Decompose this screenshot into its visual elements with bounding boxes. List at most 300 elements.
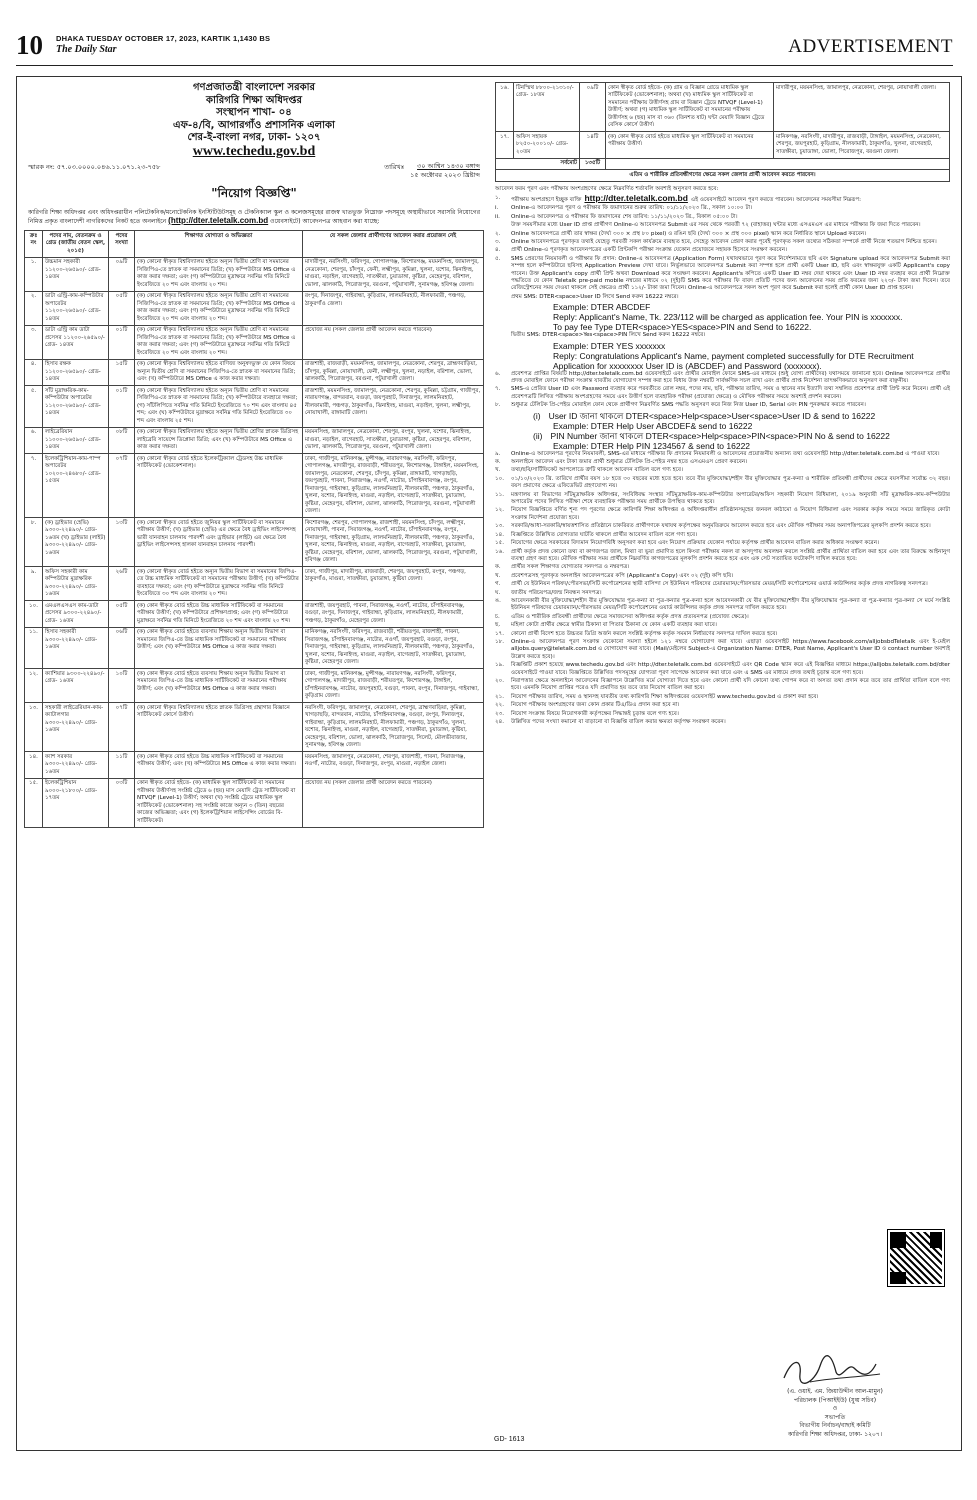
gov-line-3: সংস্থাপন শাখা- ০৪ [216, 107, 292, 118]
instruction-item [495, 239, 950, 246]
edition-line: DHAKA TUESDAY OCTOBER 17, 2023, KARTIK 1,1430 BS [56, 34, 271, 43]
post-name-cell: ইলেকট্রিশিয়ান ৯০০০-২১৮০০/- গ্রেড- ১৭তম [43, 778, 109, 827]
instruction-body: Online আবেদনপত্রে পূরণকৃত তথ্যই যেহেতু পরবর্তী সকল কার্যক্রমে ব্যবহৃত হবে, সেহেতু আবেদন প্রেরণ করার পূর্বেই পূরণকৃত সকল তথ্যের সঠিকতা সম্পর্কে প্রার্থী নিজে শতভাগ নিশ্চিত হবেন। [511, 238, 937, 245]
instruction-number: ৮. [495, 402, 501, 409]
table-row [25, 567, 484, 601]
qr-code[interactable] [888, 1230, 944, 1286]
qualification-cell: (ক) কোন স্বীকৃত বোর্ড হইতে ব্যবসায় শিক্ষায় অন্যূন দ্বিতীয় বিভাগ বা সমমানের জিপিএ-তে উচ্চ মাধ্যমিক সার্টিফিকেট বা সমমানের পরীক্ষায় উত্তীর্ণ; এবং (খ) কম্পিউটারে MS Office এ কাজ করার দক্ষতা। [135, 627, 303, 669]
post-name-cell: হিসাব রক্ষক ১১২০০-২৬৫৯০/- গ্রেড- ১৪তম [43, 359, 109, 386]
sms-example-line [495, 411, 950, 421]
excluded-districts-cell: মানিকগঞ্জ, নরসিংদী, মাদারীপুর, রাজবাড়ী, টাঙ্গাইল, ময়মনসিংহ, নেত্রকোনা, শেরপুর, জয়পুরহাট, কুড়িগ্রাম, নীলফামারী, ঠাকুরগাঁও, খুলনা, বাগেরহাট, সাতক্ষীরা, চুয়াডাঙ্গা, ভোলা, পিরোজপুর, বরগুনা জেলা। [774, 132, 950, 159]
excluded-districts-cell: রাজশাহী, ময়মনসিংহ, জামালপুর, নেত্রকোনা, শেরপুর, কুমিল্লা, চট্টগ্রাম, গাজীপুর, নারায়ণগঞ্জ, বান্দরবান, বগুড়া, জয়পুরহাট, দিনাজপুর, লালমনিরহাট, নীলফামারী, পঞ্চগড়, ঠাকুরগাঁও, ঝিনাইদহ, মাগুরা, নড়াইল, খুলনা, লক্ষ্মীপুর, নোয়াখালী, রাঙ্গামাটি জেলা। [303, 386, 484, 428]
excluded-districts-cell: প্রযোজ্য নয় (সকল জেলার প্রার্থী আবেদন করতে পারবেন) [303, 325, 484, 359]
instructions [495, 186, 950, 727]
instruction-body: প্রবেশপত্র প্রাপ্তির বিষয়টি http://dter.teletalk.com.bd ওয়েবসাইটে এবং প্রার্থীর মোবাইল ফোনে SMS-এর মাধ্যমে (শুধু যোগ্য প্রার্থীদের) যথাসময়ে জানানো হবে। Online আবেদনপত্রে প্রার্থীর প্রদত্ত মোবাইল ফোনে পরীক্ষা সংক্রান্ত যাবতীয় যোগাযোগ সম্পন্ন করা হবে বিধায় উক্ত নম্বরটি সার্বক্ষণিক সচল রাখা এবং প্রার্থীর প্রাপ্ত নির্দেশনা তাৎক্ষণিকভাবে অনুসরণ করা বাঞ্ছনীয়। [511, 370, 950, 384]
instruction-number: ১৫. [495, 540, 505, 547]
instruction-number: ছ. [495, 622, 501, 629]
instruction-body: শুধুমাত্র টেলিটক প্রি-পেইড মোবাইল ফোন থেকে প্রার্থীগণ নিম্নবর্ণিত SMS পদ্ধতি অনুসরণ করে নিজ নিজ User ID, Serial এবং PIN পুনরুদ্ধার করতে পারবেন। [511, 402, 866, 409]
post-name-cell: লাইব্রেরিয়ান ১১০০০-২৬৫৯০/- গ্রেড- ১৪তম [43, 427, 109, 454]
post-count-cell: ১৩টি [109, 518, 135, 567]
instruction-text [511, 467, 950, 474]
post-name-cell: ডাটা এন্ট্রি-কাম-কম্পিউটার অপারেটর ১১২০০-২৬৫৯০/- গ্রেড- ১৪তম [43, 291, 109, 325]
post-count-cell: ০৯টি [580, 83, 606, 132]
instruction-number: ক. [495, 459, 501, 466]
serial-cell: ১৫. [25, 778, 43, 827]
table-row [25, 257, 484, 291]
instruction-text [511, 598, 950, 613]
footnote-row [496, 170, 950, 182]
instruction-body: প্রার্থী যে ইউনিয়ন পরিষদ/পৌরসভা/সিটি কর্পোরেশনের স্থায়ী বাসিন্দা সে ইউনিয়ন পরিষদের চেয়ারম্যান/পৌরসভার মেয়র/সিটি কর্পোরেশনের ওয়ার্ড কাউন্সিলর কর্তৃক প্রদত্ত নাগরিকত্ব সনদপত্র। [511, 581, 928, 588]
instruction-item [495, 386, 950, 401]
post-name-cell: হিসাব সহকারী ৯৩০০-২২৪৯০/- গ্রেড- ১৬তম [43, 627, 109, 669]
instruction-body: Online-এ আবেদনপত্র পূরণ সংক্রান্ত যেকোনো সমস্যা হইলে ১২১ নম্বরে যোগাযোগ করা যাবে। এছাড়া ওয়েবসাইট https://www.facebook.com/alljobsbdTeletalk এবং ই-মেইল alljobs.query@teletalk.com.bd এ যোগাযোগ করা যাবে। (Mail/মেইলের Subject-এ Organization Name: DTER, Post Name, Applicant's User ID ও contact number অবশ্যই উল্লেখ করতে হবে)। [511, 638, 950, 660]
instruction-text [511, 192, 950, 204]
instruction-body: নিয়োগ পরীক্ষায় অংশগ্রহণের জন্য কোন প্রকার টিএ/ডিএ প্রদান করা হবে না। [511, 702, 680, 709]
post-name-cell: উচ্চমান সহকারী ১১২০০-২৬৫৯০/- গ্রেড- ১৪তম [43, 257, 109, 291]
excluded-districts-cell: ঢাকা, গাজীপুর, মাদারীপুর, রাজবাড়ী, শেরপুর, জয়পুরহাট, রংপুর, পঞ্চগড়, ঠাকুরগাঁও, মাগুরা, সাতক্ষীরা, চুয়াডাঙ্গা, কুষ্টিয়া জেলা। [303, 567, 484, 601]
post-count-cell: ০৫টি [109, 291, 135, 325]
instruction-number: ১৬. [495, 548, 505, 555]
post-count-cell: ০৮টি [109, 427, 135, 454]
instruction-body: তথ্য/ছবি/সার্টিফিকেট আপলোডে ত্রুটি থাকলে আবেদন বাতিল বলে গণ্য হবে। [511, 467, 683, 474]
instruction-body: দ্বিতীয় SMS: DTER<space>Yes<space>PIN লিখে Send করুন 16222 নম্বরে। [511, 332, 706, 339]
instruction-item [495, 192, 950, 204]
instruction-item [495, 492, 950, 507]
instruction-text [511, 622, 950, 629]
government-header [24, 82, 484, 158]
instruction-item [495, 214, 950, 221]
signatory-title-3: সভাপতি [824, 1413, 846, 1421]
memo-number: স্মারক নং: ৫৭.০৩.০০০০.০৪৬.১১.০৭১.২৩-৭৫৮ [28, 163, 161, 171]
intro-paragraph [24, 209, 484, 226]
qualification-cell: (ক) কোনো স্বীকৃত বিশ্ববিদ্যালয় হইতে অন্যূন দ্বিতীয় শ্রেণির স্নাতক ডিগ্রিসহ লাইব্রেরি সায়েন্সে ডিপ্লোমা ডিগ্রি; এবং (খ) কম্পিউটারে MS Office এ কাজ করার দক্ষতা। [135, 427, 303, 454]
instruction-item [495, 639, 950, 661]
post-name-cell: ক্যাশিয়ার ৯৩০০-২২৪৯০/- গ্রেড- ১৬তম [43, 669, 109, 703]
signature-icon [725, 1354, 945, 1388]
instruction-number: i. [495, 205, 499, 212]
excluded-districts-cell: নরসিংদী, ফরিদপুর, জামালপুর, নেত্রকোনা, শেরপুর, ব্রাহ্মণবাড়িয়া, কুমিল্লা, খাগড়াছড়ি, বান্দরবান, নাটোর, চাঁপাইনবাবগঞ্জ, বগুড়া, রংপুর, দিনাজপুর, গাইবান্ধা, কুড়িগ্রাম, লালমনিরহাট, নীলফামারী, পঞ্চগড়, ঠাকুরগাঁও, খুলনা, যশোর, ঝিনাইদহ, মাগুরা, নড়াইল, বাগেরহাট, সাতক্ষীরা, চুয়াডাঙ্গা, কুষ্টিয়া, মেহেরপুর, বরিশাল, ভোলা, ঝালকাঠি, পিরোজপুর, সিলেট, মৌলভীবাজার, সুনামগঞ্জ, হবিগঞ্জ জেলা। [303, 703, 484, 752]
instruction-text [511, 222, 950, 229]
instruction-item [495, 507, 950, 522]
instruction-text [511, 492, 950, 507]
instruction-body: Online আবেদনপত্রে প্রার্থী তার স্বাক্ষর (দৈর্ঘ্য ৩০০ × প্রস্থ ৮০ pixel) ও রঙিন ছবি (দৈর্ঘ্য ৩০০ × প্রস্থ ৩০০ pixel) স্ক্যান করে নির্ধারিত স্থানে Upload করবেন। [511, 230, 867, 237]
intro-link[interactable]: (http://dter.teletalk.com.bd [168, 216, 269, 225]
header-qualification: শিক্ষাগত যোগ্যতা ও অভিজ্ঞতা [135, 231, 303, 258]
instruction-body: পরীক্ষায় অংশগ্রহণে ইচ্ছুক ব্যক্তি [511, 196, 582, 203]
instruction-body: উল্লিখিত পদের সংখ্যা কমানো বা বাড়ানো বা বিজ্ঞপ্তি বাতিল করার ক্ষমতা কর্তৃপক্ষ সংরক্ষণ করেন। [511, 719, 726, 726]
instruction-text [511, 402, 950, 409]
date-bangla: ৩০ আশ্বিন ১৪৩০ বঙ্গাব্দ [417, 162, 480, 170]
instruction-body: মহিলা কোটা প্রার্থীর ক্ষেত্রে স্বামীর ঠিকানা বা পিতার ঠিকানা যে কোন একটি ব্যবহার করা যাবে। [511, 622, 717, 629]
instruction-text [511, 694, 950, 701]
instruction-item [495, 459, 950, 466]
excluded-districts-cell: ঢাকা, গাজীপুর, মানিকগঞ্জ, মুন্সীগঞ্জ, নারায়ণগঞ্জ, নরসিংদী, ফরিদপুর, গোপালগঞ্জ, মাদারীপুর, রাজবাড়ী, শরীয়তপুর, কিশোরগঞ্জ, টাঙ্গাইল, চাঁপাইনবাবগঞ্জ, নাটোর, জয়পুরহাট, বগুড়া, পাবনা, রংপুর, দিনাজপুর, গাইবান্ধা, কুড়িগ্রাম জেলা। [303, 669, 484, 703]
instruction-number: ২৪. [495, 719, 505, 726]
instruction-item [495, 256, 950, 293]
instruction-item [495, 614, 950, 621]
signatory-title-4: বিভাগীয় নির্বাচন/বাছাই কমিটি [799, 1422, 871, 1429]
signatory-name: (এ. ওয়াই. এম. জিয়াউদ্দীন আল-মামুন) [787, 1388, 883, 1395]
qualification-cell: (ক) কোনো স্বীকৃত বিশ্ববিদ্যালয় হইতে অন্যূন দ্বিতীয় শ্রেণি বা সমমানের সিজিপিএ-তে স্নাতক বা সমমানের ডিগ্রি; (খ) কম্পিউটারে MS Office এ কাজ করার দক্ষতা; এবং (গ) কম্পিউটারে মুদ্রাক্ষরে সর্বনিম্ন গতি মিনিটে ইংরেজিতে ২০ শব্দ এবং বাংলায় ২০ শব্দ। [135, 257, 303, 291]
instruction-body: প্রার্থী কর্তৃক প্রদত্ত কোনো তথ্য বা কাগজপত্র জাল, মিথ্যা বা ভুয়া প্রমাণিত হলে কিংবা পরীক্ষায় নকল বা অসদুপায় অবলম্বন করলে সংশ্লিষ্ট প্রার্থীর প্রার্থিতা বাতিল করা হবে এবং তার বিরুদ্ধে আইনানুগ ব্যবস্থা গ্রহণ করা হবে। মৌখিক পরীক্ষার সময় প্রার্থীকে নিম্নবর্ণিত কাগজপত্রের মূলকপি প্রদর্শন করতে হবে এবং এক সেট সত্যায়িত ফটোকপি দাখিল করতে হবে: [511, 548, 950, 562]
instruction-body: আবেদনকারী বীর মুক্তিযোদ্ধা/শহীদ বীর মুক্তিযোদ্ধার পুত্র-কন্যা বা পুত্র-কন্যার পুত্র-কন্যা হলে আবেদনকারী যে বীর মুক্তিযোদ্ধা/শহীদ বীর মুক্তিযোদ্ধার পুত্র-কন্যা বা পুত্র-কন্যার পুত্র-কন্যা সে মর্মে সংশ্লিষ্ট ইউনিয়ন পরিষদের চেয়ারম্যান/পৌরসভার মেয়র/সিটি কর্পোরেশনের ওয়ার্ড কাউন্সিলর কর্তৃক প্রদত্ত সনদপত্র দাখিল করতে হবে। [511, 597, 950, 612]
right-column [495, 82, 950, 1442]
instruction-number: ৫. [495, 255, 501, 262]
excluded-districts-cell: মাদারীপুর, ময়মনসিংহ, জামালপুর, নেত্রকোনা, শেরপুর, নোয়াখালী জেলা। [774, 83, 950, 132]
instruction-text: To pay fee Type DTER<space>YES<space>PIN and Send to 16222. [553, 322, 812, 333]
qualification-cell: (ক) কোনো স্বীকৃত বিশ্ববিদ্যালয় হইতে অন্যূন দ্বিতীয় শ্রেণি বা সমমানের সিজিপিএ-তে স্নাতক বা সমমানের ডিগ্রি; (খ) কম্পিউটারে MS Office এ কাজ করার দক্ষতা; এবং (গ) কম্পিউটারে মুদ্রাক্ষরে সর্বনিম্ন গতি মিনিটে ইংরেজিতে ২০ শব্দ এবং বাংলায় ২০ শব্দ। [135, 325, 303, 359]
instruction-text [511, 581, 950, 588]
instruction-text [511, 719, 950, 726]
instruction-text [511, 256, 950, 293]
serial-cell: ১০. [25, 601, 43, 628]
serial-cell: ৬. [25, 427, 43, 454]
instruction-body: SMS-এ প্রেরিত User ID এবং Password ব্যবহার করে পরবর্তীতে রোল নম্বর, পদের নাম, ছবি, পরীক্ষার তারিখ, সময় ও স্থানের নাম ইত্যাদি তথ্য সম্বলিত প্রবেশপত্র প্রার্থী প্রিন্ট করে নিবেন। প্রার্থী এই প্রবেশপত্রটি লিখিত পরীক্ষায় অংশগ্রহণের সময়ে এবং উত্তীর্ণ হলে ব্যবহারিক পরীক্ষা (প্রযোজ্য ক্ষেত্রে) ও মৌখিক পরীক্ষার সময়ে অবশ্যই প্রদর্শন করবেন। [511, 386, 950, 400]
table-row [25, 669, 484, 703]
instruction-number: ঙ. [495, 597, 501, 604]
table-row [25, 291, 484, 325]
serial-cell: ১৪. [25, 752, 43, 779]
table-row [496, 132, 950, 159]
instruction-body: নিয়োগ পরীক্ষার তারিখ, সময় ও স্থানসহ যাবতীয় তথ্য কারিগরি শিক্ষা অধিদপ্তরের ওয়েবসাইট www.techedu.gov.bd এ প্রকাশ করা হবে। [511, 693, 819, 700]
qualification-cell: (ক) কোনো স্বীকৃত বিশ্ববিদ্যালয় হইতে অন্যূন দ্বিতীয় শ্রেণি বা সমমানের সিজিপিএ-তে স্নাতক বা সমমানের ডিগ্রি; (খ) কম্পিউটারে MS Office এ কাজ করার দক্ষতা; এবং (গ) কম্পিউটারে মুদ্রাক্ষরে সর্বনিম্ন গতি মিনিটে ইংরেজিতে ২০ শব্দ এবং বাংলায় ২০ শব্দ। [135, 291, 303, 325]
table-row [25, 427, 484, 454]
instruction-text [511, 590, 950, 597]
qualification-cell: (ক) কোনো স্বীকৃত বিশ্ববিদ্যালয় হইতে বাণিজ্য অনুষদভুক্ত যে কোন বিষয়ে অন্যূন দ্বিতীয় শ্রেণি বা সমমানের সিজিপিএ-তে স্নাতক বা সমমানের ডিগ্রি; এবং (খ) কম্পিউটারে MS Office এ কাজ করার দক্ষতা। [135, 359, 303, 386]
instruction-number: ১. [495, 194, 501, 201]
instruction-text [511, 702, 950, 709]
instruction-text: PIN Number জানা থাকলে DTER<space>Help<space>PIN<space>PIN No & send to 16222 [550, 430, 890, 441]
left-column [24, 82, 484, 1442]
signatory-title-1: পরিচালক (পিআইইউ) (যুগ্ম সচিব) [793, 1396, 877, 1404]
serial-cell: ১৭. [496, 132, 514, 159]
instruction-item [495, 247, 950, 254]
notice-title: "নিয়োগ বিজ্ঞপ্তি" [211, 186, 297, 200]
table-row [25, 518, 484, 567]
instruction-text [511, 540, 950, 547]
serial-cell: ১৩. [25, 703, 43, 752]
posts-table [24, 230, 484, 828]
sms-example-line [495, 341, 950, 351]
instruction-item [495, 711, 950, 718]
instruction-text [511, 214, 950, 221]
paper-name: The Daily Star [56, 44, 117, 55]
instruction-text: Example: DTER Help PIN 1234567 & send to 16222 [553, 440, 751, 451]
table-row [25, 752, 484, 779]
excluded-districts-cell: রাজশাহী, রাজবাড়ী, ময়মনসিংহ, জামালপুর, নেত্রকোনা, শেরপুর, ব্রাহ্মণবাড়িয়া, চাঁদপুর, কুমিল্লা, নোয়াখালী, ফেনী, লক্ষ্মীপুর, খুলনা, নড়াইল, বরিশাল, ভোলা, ঝালকাঠি, পিরোজপুর, বরগুনা, পটুয়াখালী জেলা। [303, 359, 484, 386]
instruction-body: অনলাইনে আবেদন এবং টাকা জমার প্রার্থী শুধুমাত্র টেলিটক প্রি-পেইড নম্বর হতে এসএমএস প্রেরণ করবেন। [511, 459, 748, 466]
serial-cell: ৯. [25, 567, 43, 601]
sms-example-line [495, 421, 950, 431]
instruction-item [495, 564, 950, 571]
serial-cell: ৫. [25, 386, 43, 428]
instruction-body: জাতীয় পরিচয়পত্র/জন্ম নিবন্ধন সনদপত্র। [511, 589, 602, 596]
instruction-text [511, 205, 950, 212]
instruction-body: SMS প্রেরণের নিয়মাবলী ও পরীক্ষার ফি প্রদান: Online-এ আবেদনপত্র (Application Form) যথাযথভাবে পূরণ করে নির্দেশনামতে ছবি এবং Signature upload করে আবেদনপত্র Submit করা সম্পন্ন হলে কম্পিউটারে ছবিসহ Application Preview দেখা যাবে। নির্ভুলভাবে আবেদনপত্র Submit করা সম্পন্ন হলে প্রার্থী একটি User ID, ছবি এবং স্বাক্ষরযুক্ত একটি Applicant's copy পাবেন। উক্ত Applicant's copy প্রার্থী প্রিন্ট অথবা Download করে সংরক্ষণ করবেন। Applicant's কপিতে একটি User ID নম্বর দেয়া থাকবে এবং User ID নম্বর ব্যবহার করে প্রার্থী নিম্নোক্ত পদ্ধতিতে যে কোন Teletalk pre-paid mobile নম্বরের মাধ্যমে ০২ (দুই)টি SMS করে পরীক্ষার ফি বাবদ প্রতিটি পদের জন্য আবেদনের সময় প্রতি ফরমের জন্য ২২৩/- টাকা জমা দিবেন। তবে রেজিস্ট্রেশনের সময় দেওয়া থাকলে সেই ক্ষেত্রেও প্রার্থী ১১২/- টাকা জমা দিবেন। Online-এ আবেদনপত্রে সকল অংশ পূরণ করে Submit করা হলেই প্রার্থী কোন User ID প্রাপ্ত হবেন। [511, 255, 950, 292]
signatory-title-5: কারিগরি শিক্ষা অধিদপ্তর, ঢাকা- ১২০৭। [788, 1430, 882, 1438]
qualification-cell: (ক) কোনো স্বীকৃত বোর্ড হইতে অন্যূন দ্বিতীয় বিভাগ বা সমমানের জিপিএ-তে উচ্চ মাধ্যমিক সার্টিফিকেট বা সমমানের পরীক্ষায় উত্তীর্ণ; (খ) কম্পিউটার ব্যবহারে দক্ষতা; এবং (গ) কম্পিউটারে মুদ্রাক্ষরে সর্বনিম্ন গতি মিনিটে ইংরেজিতে ৩০ শব্দ এবং বাংলায় ২০ শব্দ। [135, 567, 303, 601]
instruction-item [495, 590, 950, 597]
instruction-body: ০১/১০/২০২৩ খ্রি. তারিখে প্রার্থীর বয়স ১৮ হতে ৩০ বছরের মধ্যে হতে হবে। তবে বীর মুক্তিযোদ্ধা/শহীদ বীর মুক্তিযোদ্ধার পুত্র-কন্যা ও শারীরিক প্রতিবন্ধী প্রার্থীদের ক্ষেত্রে বয়সসীমা সর্বোচ্চ ৩২ বছর। বয়স প্রমাণের ক্ষেত্রে এফিডেভিট গ্রহণযোগ্য নয়। [511, 475, 950, 490]
total-row [496, 158, 950, 170]
instruction-number: ২৩. [495, 710, 505, 717]
header-serial: ক্রঃ নং [25, 231, 43, 258]
instruction-body: প্রার্থী Online-এ পূরণকৃত আবেদনপত্রের একটি প্রিন্টকপি পরীক্ষা সংক্রান্ত যেকোন প্রয়োজনে সহায়ক হিসেবে সংরক্ষণ করবেন। [511, 247, 788, 254]
date-label: তারিখঃ [384, 163, 405, 171]
instruction-item [495, 540, 950, 547]
instruction-body: প্রার্থীর সকল শিক্ষাগত যোগ্যতার সনদপত্র ও নম্বরপত্র। [511, 564, 630, 571]
table-row [25, 778, 484, 827]
instruction-number [495, 332, 511, 339]
instruction-link[interactable]: http://dter.teletalk.com.bd [584, 192, 688, 203]
qualification-cell: (ক) কোনো স্বীকৃত বোর্ড হইতে জুনিয়র স্কুল সার্টিফিকেট বা সমমানের পরীক্ষায় উত্তীর্ণ; (খ) ড্রাইভার (হেভি) এর ক্ষেত্রে বৈধ ড্রাইভিং লাইসেন্সসহ ভারী যানবাহন চালনায় পারদর্শী এবং ড্রাইভার (লাইট) এর ক্ষেত্রে বৈধ ড্রাইভিং লাইসেন্সসহ হালকা যানবাহন চালনায় পারদর্শী। [135, 518, 303, 567]
instruction-item [495, 205, 950, 212]
instruction-item [495, 476, 950, 491]
instruction-body: সরকারি/আধা-সরকারি/স্বায়ত্তশাসিত প্রতিষ্ঠানে চাকরিরত প্রার্থীগণকে যথাযথ কর্তৃপক্ষের অনুমতিক্রমে আবেদন করতে হবে এবং মৌখিক পরীক্ষার সময় অনাপত্তিপত্রের মূলকপি প্রদর্শন করতে হবে। [511, 523, 931, 530]
instruction-text [511, 371, 950, 386]
instruction-item [495, 678, 950, 693]
instruction-number: ১৭. [495, 630, 505, 637]
post-count-cell: ২৬টি [109, 567, 135, 601]
instruction-text [511, 549, 950, 564]
instruction-text [511, 294, 950, 301]
instruction-text [511, 231, 950, 238]
instruction-number: ৯. [495, 450, 501, 457]
instructions-lead: আবেদন ফরম পূরণ এবং পরীক্ষায় অংশগ্রহণের ক্ষেত্রে নিম্নবর্ণিত শর্তাবলি অবশ্যই অনুসরণ করতে হবে: [495, 185, 719, 192]
excluded-districts-cell: ঢাকা, গাজীপুর, মানিকগঞ্জ, মুন্সীগঞ্জ, নারায়ণগঞ্জ, নরসিংদী, ফরিদপুর, গোপালগঞ্জ, মাদারীপুর, রাজবাড়ী, শরীয়তপুর, কিশোরগঞ্জ, টাঙ্গাইল, ময়মনসিংহ, জামালপুর, নেত্রকোনা, শেরপুর, চাঁদপুর, কুমিল্লা, রাঙ্গামাটি, খাগড়াছড়ি, জয়পুরহাট, পাবনা, সিরাজগঞ্জ, নওগাঁ, নাটোর, চাঁপাইনবাবগঞ্জ, রংপুর, দিনাজপুর, গাইবান্ধা, কুড়িগ্রাম, লালমনিরহাট, নীলফামারী, পঞ্চগড়, ঠাকুরগাঁও, খুলনা, যশোর, ঝিনাইদহ, মাগুরা, নড়াইল, বাগেরহাট, সাতক্ষীরা, চুয়াডাঙ্গা, কুষ্টিয়া, মেহেরপুর, বরিশাল, ভোলা, ঝালকাঠি, পিরোজপুর, বরগুনা, পটুয়াখালী জেলা। [303, 454, 484, 518]
serial-cell: ১১. [25, 627, 43, 669]
instruction-number: চ. [495, 613, 500, 620]
sms-example-line [495, 431, 950, 441]
instruction-number: ঘ. [495, 589, 501, 596]
instruction-item [495, 402, 950, 409]
masthead [16, 30, 953, 66]
instruction-body: উক্ত সময়সীমার মধ্যে User ID প্রাপ্ত প্রার্থীগণ Online-এ আবেদনপত্র Submit এর সময় থেকে পরবর্তী ৭২ (বাহাত্তর) ঘন্টার মধ্যে এসএমএস এর মাধ্যমে পরীক্ষার ফি জমা দিতে পারবেন। [511, 222, 921, 229]
post-name-cell: অফিস সহায়ক ৮২৫০-২০০১০/- গ্রেড- ২০তম [514, 132, 580, 159]
instruction-item [495, 622, 950, 629]
qualification-cell: (ক) কোনো স্বীকৃত বোর্ড হইতে ইলেকট্রিক্যাল ট্রেডসহ উচ্চ মাধ্যমিক সার্টিফিকেট (ভোকেশনাল)। [135, 454, 303, 518]
ad-code: GD- 1613 [494, 1436, 525, 1443]
excluded-districts-cell: প্রযোজ্য নয় (সকল জেলার প্রার্থী আবেদন করতে পারবেন) [303, 778, 484, 827]
instruction-number: ১৯. [495, 662, 505, 669]
table-header-row [25, 231, 484, 258]
instruction-item [495, 332, 950, 339]
instruction-number: গ. [495, 581, 501, 588]
excluded-districts-cell: ময়মনসিংহ, জামালপুর, নেত্রকোনা, শেরপুর, রংপুর, খুলনা, যশোর, ঝিনাইদহ, মাগুরা, নড়াইল, বাগেরহাট, সাতক্ষীরা, চুয়াডাঙ্গা, কুষ্টিয়া, মেহেরপুর, বরিশাল, ভোলা, ঝালকাঠি, পিরোজপুর, বরগুনা, পটুয়াখালী জেলা। [303, 427, 484, 454]
excluded-districts-cell: মানিকগঞ্জ, নরসিংদী, ফরিদপুর, রাজবাড়ী, শরীয়তপুর, রাজশাহী, পাবনা, সিরাজগঞ্জ, চাঁপাইনবাবগঞ্জ, নাটোর, নওগাঁ, জয়পুরহাট, বগুড়া, রংপুর, দিনাজপুর, গাইবান্ধা, কুড়িগ্রাম, লালমনিরহাট, নীলফামারী, পঞ্চগড়, ঠাকুরগাঁও, খুলনা, যশোর, ঝিনাইদহ, মাগুরা, নড়াইল, বাগেরহাট, সাতক্ষীরা, চুয়াডাঙ্গা, কুষ্টিয়া, মেহেরপুর জেলা। [303, 627, 484, 669]
table-row [25, 703, 484, 752]
instruction-number: ২. [495, 230, 501, 237]
table-row [25, 627, 484, 669]
qualification-cell: (ক) কোন স্বীকৃত বোর্ড হইতে উচ্চ মাধ্যমিক সার্টিফিকেট বা সমমানের পরীক্ষায় উত্তীর্ণ; এবং (খ) কম্পিউটারে MS Office এ কাজ করার দক্ষতা। [135, 752, 303, 779]
instruction-number [495, 222, 511, 229]
table-row [25, 325, 484, 359]
instruction-item [495, 523, 950, 530]
post-name-cell: ইলেকট্রিশিয়ান-কাম-পাম্প অপারেটর ১০২০০-২৪৬৮০/- গ্রেড- ১৫তম [43, 454, 109, 518]
qualification-cell: (ক) কোনো স্বীকৃত বিশ্ববিদ্যালয় হইতে স্নাতক ডিগ্রিসহ গ্রন্থাগার বিজ্ঞানে সার্টিফিকেট কোর্সে উত্তীর্ণ। [135, 703, 303, 752]
sms-example-line [495, 302, 950, 312]
instruction-text [511, 476, 950, 491]
website-link[interactable]: www.techedu.gov.bd [192, 143, 316, 159]
instruction-text [511, 247, 950, 254]
instruction-body: Online-এ আবেদনপত্র পূরণের নিয়মাবলী, SMS-এর মাধ্যমে পরীক্ষার ফি প্রদানের নিয়মাবলী ও আবেদনের প্রয়োজনীয় অন্যান্য তথ্য ওয়েবসাইট http://dter.teletalk.com.bd এ পাওয়া যাবে। [511, 450, 940, 457]
header-post-name: পদের নাম, বেতনক্রম ও গ্রেড (জাতীয় বেতন স্কেল, ২০১৫) [43, 231, 109, 258]
table-row [25, 386, 484, 428]
instruction-text: User ID জানা থাকলে DTER<space>Help<space>User<space>User ID & send to 16222 [548, 410, 876, 421]
header-excluded-districts: যে সকল জেলার প্রার্থীগণের আবেদন করার প্রয়োজন নেই [303, 231, 484, 258]
instruction-number: ৪. [495, 247, 501, 254]
instruction-text [511, 711, 950, 718]
sms-example-line [495, 322, 950, 332]
instruction-body: প্রথম SMS: DTER<space>User ID লিখে Send করুন 16222 নম্বরে। [511, 293, 679, 300]
instruction-number: (ii) [533, 430, 543, 441]
instruction-item [495, 451, 950, 458]
instruction-item [495, 573, 950, 580]
post-count-cell: ১৪টি [580, 132, 606, 159]
instruction-item [495, 702, 950, 709]
page-number: 10 [16, 30, 43, 60]
intro-text: কারিগরি শিক্ষা অধিদপ্তর এবং অধিদপ্তরাধীন পলিটেকনিক/মনোটেকনিক ইনস্টিটিউটসমূহ ও টেকনিক্যাল স্কুল ও কলেজসমূহের রাজস্ব খাতভুক্ত নিম্নোক্ত পদসমূহে অস্থায়ীভাবে সরাসরি নিয়োগের নিমিত্ত প্রকৃত বাংলাদেশী নাগরিকদের নিকট হতে অনলাইনে [28, 209, 480, 225]
instruction-item [495, 294, 950, 301]
post-count-cell: ০৩টি [109, 778, 135, 827]
sms-example-line [495, 312, 950, 322]
instruction-item [495, 532, 950, 539]
instruction-number: ১১. [495, 491, 505, 498]
table-row [25, 454, 484, 518]
gov-line-2: কারিগরি শিক্ষা অধিদপ্তর [205, 94, 302, 106]
instruction-number: ১০. [495, 475, 505, 482]
table-row [25, 601, 484, 628]
instruction-number: খ. [495, 572, 501, 579]
instruction-number: ১৮. [495, 638, 505, 645]
instruction-body: প্রবেশপত্রসহ পূরণকৃত অনলাইন আবেদনপত্রের কপি (Applicant's Copy) এবং ০২ (দুই) কপি ছবি। [511, 572, 734, 579]
sms-example-line [495, 441, 950, 451]
instruction-item [495, 581, 950, 588]
instruction-item [495, 467, 950, 474]
instruction-body-tail: এই ওয়েবসাইটে আবেদন পূরণ করতে পারবেন। আবেদনের সময়সীমা নিম্নরূপ: [690, 196, 862, 203]
instruction-text [511, 239, 950, 246]
excluded-districts-cell: কিশোরগঞ্জ, শেরপুর, গোপালগঞ্জ, রাজশাহী, ময়মনসিংহ, চাঁদপুর, লক্ষ্মীপুর, নোয়াখালী, পাবনা, সিরাজগঞ্জ, নওগাঁ, নাটোর, চাঁপাইনবাবগঞ্জ, রংপুর, দিনাজপুর, গাইবান্ধা, কুড়িগ্রাম, লালমনিরহাট, নীলফামারী, পঞ্চগড়, ঠাকুরগাঁও, খুলনা, যশোর, ঝিনাইদহ, মাগুরা, নড়াইল, বাগেরহাট, সাতক্ষীরা, চুয়াডাঙ্গা, কুষ্টিয়া, মেহেরপুর, বরিশাল, ভোলা, ঝালকাঠি, পিরোজপুর, বরগুনা, পটুয়াখালী, হবিগঞ্জ জেলা। [303, 518, 484, 567]
post-name-cell: (ক) ড্রাইভার (হেভি) ৯৩০০-২২৪৯০/- গ্রেড- ১৬তম (খ) ড্রাইভার (লাইট) ৯৩০০-২২৪৯০/- গ্রেড- ১৬তম [43, 518, 109, 567]
total-value: ১৩৫টি [580, 158, 606, 170]
instruction-item [495, 662, 950, 677]
excluded-districts-cell: রংপুর, দিনাজপুর, গাইবান্ধা, কুড়িগ্রাম, লালমনিরহাট, নীলফামারী, পঞ্চগড়, ঠাকুরগাঁও জেলা। [303, 291, 484, 325]
instruction-item [495, 694, 950, 701]
instruction-text [511, 507, 950, 522]
instruction-item [495, 598, 950, 613]
instruction-body: Online-এ আবেদনপত্র পূরণ ও পরীক্ষার ফি জমাদানের শুরুর তারিখ: ০১/১১/২০২৩ খ্রি., সকাল ১০:০০ টা। [511, 205, 753, 212]
serial-cell: ২. [25, 291, 43, 325]
instruction-body: কোনো প্রার্থী বিদেশ হতে উচ্চতর ডিগ্রি অর্জন করলে সংশ্লিষ্ট কর্তৃপক্ষ কর্তৃক সমমান নির্ধারণের সনদপত্র দাখিল করতে হবে। [511, 630, 778, 637]
instruction-number [495, 294, 511, 301]
instruction-body: নিরাপত্তার ক্ষেত্রে অনলাইনে আবেদনের বিজ্ঞাপনে উল্লেখিত মর্মে যোগ্যতা দিতে হবে এবং কোনো প্রার্থী যদি কোনো তথ্য গোপন করে বা অসত্য তথ্য প্রদান করে তবে তার প্রার্থিতা বাতিল বলে গণ্য হবে। এমনকি নিয়োগ প্রাপ্তির পরেও যদি প্রমাণিত হয় তবে তার নিয়োগ বাতিল করা হবে। [511, 678, 950, 692]
post-count-cell: ০১টি [109, 386, 135, 428]
gov-line-1: গণপ্রজাতন্ত্রী বাংলাদেশ সরকার [193, 82, 315, 93]
qualification-cell: (ক) কোন স্বীকৃত বোর্ড হইতে উচ্চ মাধ্যমিক সার্টিফিকেট বা সমমানের পরীক্ষায় উত্তীর্ণ; (খ) কম্পিউটারে প্রশিক্ষণপ্রাপ্ত; এবং (গ) কম্পিউটারে মুদ্রাক্ষরে সর্বনিম্ন গতি মিনিটে ইংরেজিতে ২০ শব্দ এবং বাংলায় ২০ শব্দ। [135, 601, 303, 628]
instruction-number: ii. [495, 213, 500, 220]
excluded-districts-cell: ময়মনসিংহ, জামালপুর, নেত্রকোনা, শেরপুর, রাজশাহী, পাবনা, সিরাজগঞ্জ, নওগাঁ, নাটোর, বগুড়া, দিনাজপুর, রংপুর, মাগুরা, নড়াইল জেলা। [303, 752, 484, 779]
qualification-cell: (ক) কোন স্বীকৃত বোর্ড হইতে ব্যবসায় শিক্ষায় অন্যূন দ্বিতীয় বিভাগ বা সমমানের জিপিএ-তে উচ্চ মাধ্যমিক সার্টিফিকেট বা সমমানের পরীক্ষায় উত্তীর্ণ; এবং (খ) কম্পিউটারে MS Office এ কাজ করার দক্ষতা। [135, 669, 303, 703]
instruction-item [495, 631, 950, 638]
instruction-item [495, 222, 950, 229]
posts-table-continued [495, 82, 950, 182]
instruction-item [495, 719, 950, 726]
table-row [25, 359, 484, 386]
post-count-cell: ১০টি [109, 669, 135, 703]
post-name-cell: ডাটা এন্ট্রি কাম ডাটা প্রসেসর ১১২০০-২৬৫৯০/- গ্রেড- ১৪তম [43, 325, 109, 359]
post-name-cell: সাঁট মুদ্রাক্ষরিক-কাম-কম্পিউটার অপারেটর ১১২০০-২৬৫৯০/- গ্রেড- ১৪তম [43, 386, 109, 428]
post-count-cell: ০৫টি [109, 601, 135, 628]
instruction-text [511, 662, 950, 677]
instruction-number: ১২. [495, 507, 505, 514]
instruction-body: মন্ত্রণালয় বা বিভাগের সাঁটমুদ্রাক্ষরিক অধিদপ্তর, সংবিধিবদ্ধ সংস্থার সাঁটমুদ্রাক্ষরিক-কাম-কম্পিউটার অপারেটর/অফিস সহকারী নিয়োগ বিধিমালা, ২০১৯ অনুযায়ী সাঁট মুদ্রাক্ষরিক-কাম-কম্পিউটার অপারেটর পদের লিখিত পরীক্ষা শেষে ব্যবহারিক পরীক্ষার সময় প্রার্থীকে উপস্থিত থাকতে হবে। [511, 491, 950, 506]
qr-code-icon [888, 1230, 944, 1286]
serial-cell: ১২. [25, 669, 43, 703]
instruction-number: ৭. [495, 386, 501, 393]
post-name-cell: অফিস সহকারী কাম কম্পিউটার মুদ্রাক্ষরিক ৯৩০০-২২৪৯০/- গ্রেড- ১৬তম [43, 567, 109, 601]
serial-cell: ৩. [25, 325, 43, 359]
post-count-cell: ০৭টি [109, 703, 135, 752]
signatory-title-2: ও [832, 1405, 838, 1412]
instruction-item [495, 549, 950, 564]
post-name-cell: টিনস্মিথ ৮৮০০-২১৩১০/- গ্রেড- ১৮তম [514, 83, 580, 132]
intro-tail: ওয়েবসাইটে) আবেদনপত্র আহবান করা যাচ্ছে: [270, 218, 380, 225]
section-title: ADVERTISEMENT [788, 36, 953, 57]
instruction-body: বিজ্ঞপ্তিটি প্রকাশ হয়েছে www.techedu.gov.bd এবং http://dter.teletalk.com.bd ওয়েবসাইটে এবং QR Code স্ক্যান করে এই বিজ্ঞপ্তির মাধ্যমে https://alljobs.teletalk.com.bd/dter ওয়েবসাইটে পাওয়া যাবে। বিজ্ঞপ্তিতে উল্লিখিত পদসমূহের যোগ্যতা পূরণ সাপেক্ষে আবেদন করা যাবে এবং এ SMS এর মাধ্যমে প্রদত্ত তথ্যই চূড়ান্ত বলে গণ্য হবে। [511, 662, 950, 676]
reference-row [24, 162, 484, 180]
instruction-number: (i) [533, 410, 541, 421]
instruction-text: Example: DTER ABCDEF [553, 302, 651, 313]
instruction-number: ৩. [495, 238, 501, 245]
instruction-body: নিয়োগ বিজ্ঞপ্তিতে বর্ণিত শূন্য পদ পূরণের ক্ষেত্রে কারিগরি শিক্ষা অধিদপ্তর ও অধিদপ্তরাধীন প্রতিষ্ঠানসমূহের জনবল কাঠামো ও নিয়োগ বিধিমালা এবং সরকার কর্তৃক সময়ে সময়ে জারিকৃত কোটা সংক্রান্ত নির্দেশনা প্রযোজ্য হবে। [511, 507, 950, 521]
post-count-cell: ০৯টি [109, 257, 135, 291]
instruction-text [511, 678, 950, 693]
gov-line-4: এফ-৪/বি, আগারগাঁও প্রশাসনিক এলাকা [173, 119, 335, 131]
instruction-number: ২০. [495, 678, 505, 684]
instruction-text [511, 614, 950, 621]
instruction-text: Reply: Applicant's Name, Tk. 223/112 will be charged as application fee. Your PIN is xxxxxxx. [553, 312, 903, 323]
instruction-body: এতিম ও শারীরিক প্রতিবন্ধী প্রার্থীদের ক্ষেত্রে সমাজসেবা অধিদপ্তর কর্তৃক প্রদত্ত প্রত্যয়নপত্র (প্রযোজ্য ক্ষেত্রে)। [511, 613, 749, 620]
excluded-districts-cell: মাদারীপুর, নরসিংদী, ফরিদপুর, গোপালগঞ্জ, কিশোরগঞ্জ, ময়মনসিংহ, জামালপুর, নেত্রকোনা, শেরপুর, চাঁদপুর, ফেনী, লক্ষ্মীপুর, কুমিল্লা, খুলনা, যশোর, ঝিনাইদহ, মাগুরা, নড়াইল, বাগেরহাট, সাতক্ষীরা, চুয়াডাঙ্গা, কুষ্টিয়া, মেহেরপুর, বরিশাল, ভোলা, ঝালকাঠি, পিরোজপুর, বরগুনা, পটুয়াখালী, সুনামগঞ্জ, হবিগঞ্জ জেলা। [303, 257, 484, 291]
post-count-cell: ০৬টি [109, 627, 135, 669]
qualification-cell: (ক) কোনো স্বীকৃত বিশ্ববিদ্যালয় হইতে অন্যূন দ্বিতীয় শ্রেণি বা সমমানের সিজিপিএ-তে স্নাতক বা সমমানের ডিগ্রি; (খ) কম্পিউটারে ব্যবহারে দক্ষতা; (গ) সাঁটলিপিতে সর্বনিম্ন গতি মিনিটে ইংরেজিতে ৭০ শব্দ এবং বাংলায় ৪৫ শব্দ; এবং (ঘ) কম্পিউটারে মুদ্রাক্ষরে সর্বনিম্ন গতি মিনিটে ইংরেজিতে ৩০ শব্দ এবং বাংলায় ২৫ শব্দ। [135, 386, 303, 428]
signature-block [725, 1354, 945, 1439]
post-count-cell: ১১টি [109, 752, 135, 779]
serial-cell: ১. [25, 257, 43, 291]
instruction-body: নিয়োগের ক্ষেত্রে সরকারের বিদ্যমান নিয়োগবিধি অনুসরণ করা হবে এবং নিয়োগ প্রক্রিয়ার যেকোন পর্যায়ে কর্তৃপক্ষ প্রার্থীর আবেদন বাতিল করার অধিকার সংরক্ষণ করেন। [511, 540, 880, 547]
instruction-text [511, 631, 950, 638]
qualification-cell: (ক) কোন স্বীকৃত বোর্ড হইতে মাধ্যমিক স্কুল সার্টিফিকেট বা সমমানের পরীক্ষায় উত্তীর্ণ। [606, 132, 774, 159]
instruction-text [511, 451, 950, 458]
instruction-text: Example: DTER Help User ABCDEF& send to 16222 [553, 420, 753, 431]
post-name-cell: সহকারী লাইব্রেরিয়ান-কাম-ক্যাটালগার ৯৩০০-২২৪৯০/- গ্রেড- ১৬তম [43, 703, 109, 752]
instruction-number: খ. [495, 467, 501, 474]
qualification-cell: কোন স্বীকৃত বোর্ড হইতে- (ক) মাধ্যমিক স্কুল সার্টিফিকেট বা সমমানের পরীক্ষায় উত্তীর্ণসহ সংশ্লিষ্ট ট্রেডে ৬ (ছয়) মাস মেয়াদি ট্রেড সার্টিফিকেট বা NTVQF (Level-1) উত্তীর্ণ; অথবা (খ) সংশ্লিষ্ট ট্রেডে মাধ্যমিক স্কুল সার্টিফিকেট (ভোকেশনাল) সহ সংশ্লিষ্ট কাজে অন্যূন ৩ (তিন) বছরের কাজের অভিজ্ঞতা; এবং (গ) ইলেকট্রিশিয়ান লাইসেন্সিং বোর্ডের বি-সার্টিফিকেট। [135, 778, 303, 827]
instruction-item [495, 231, 950, 238]
qualification-cell: কোন স্বীকৃত বোর্ড হইতে- (ক) গ্রাম ও বিজ্ঞান গ্রেডে মাধ্যমিক স্কুল সার্টিফিকেট (ভোকেশনাল); অথবা (খ) মাধ্যমিক স্কুল সার্টিফিকেট বা সমমানের পরীক্ষায় উত্তীর্ণসহ গ্রাম বা বিজ্ঞান ট্রেডে NTVQF (Level-1) উত্তীর্ণ; অথবা (গ) মাধ্যমিক স্কুল সার্টিফিকেট বা সমমানের পরীক্ষায় উত্তীর্ণসহ ৬ (ছয়) মাস বা ৩৬০ (তিনশত ষাট) ঘন্টা মেয়াদি বিজ্ঞান ট্রেডে বেসিক কোর্সে উত্তীর্ণ। [606, 83, 774, 132]
instruction-number: ক. [495, 564, 501, 571]
instruction-text [511, 386, 950, 401]
instruction-text [511, 573, 950, 580]
excluded-districts-cell: রাজশাহী, জয়পুরহাট, পাবনা, সিরাজগঞ্জ, নওগাঁ, নাটোর, চাঁপাইনবাবগঞ্জ, বগুড়া, রংপুর, দিনাজপুর, গাইবান্ধা, কুড়িগ্রাম, লালমনিরহাট, নীলফামারী, পঞ্চগড়, ঠাকুরগাঁও, মেহেরপুর জেলা। [303, 601, 484, 628]
instruction-text: Reply: Congratulations Applicant's Name, payment completed successfully for DTE Recruitment Application for xxxxxxxx User ID is (ABCDEF) and Password (xxxxxxx). [553, 350, 914, 371]
sms-example-line [495, 351, 950, 371]
instruction-body: নিয়োগ সংক্রান্ত বিষয়ে নিয়োগকারী কর্তৃপক্ষের সিদ্ধান্তই চূড়ান্ত বলে গণ্য হবে। [511, 710, 679, 717]
instruction-text [511, 564, 950, 571]
instruction-number: ৬. [495, 370, 501, 377]
instruction-text [511, 459, 950, 466]
instruction-text [511, 532, 950, 539]
